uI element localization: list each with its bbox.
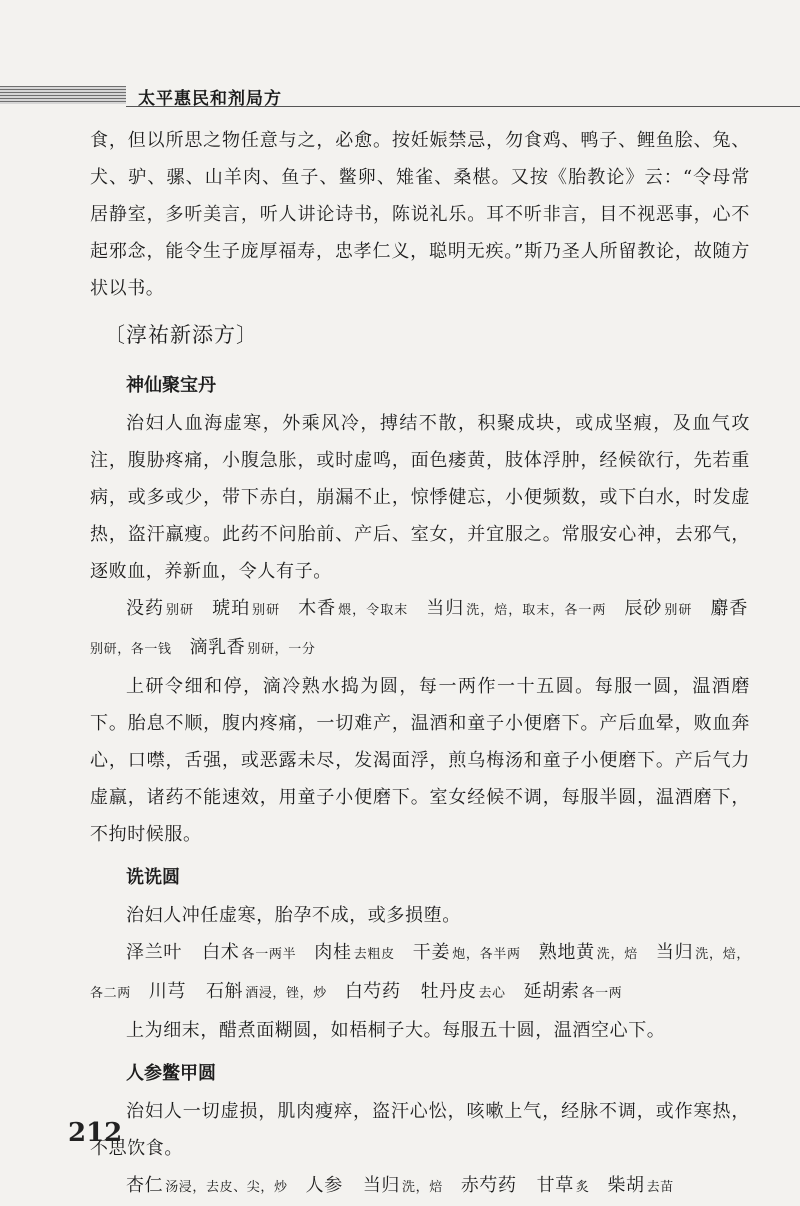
running-header — [0, 80, 800, 110]
ingredient-note: 去苗 — [646, 1180, 674, 1195]
ingredient-note: 去心 — [478, 986, 506, 1001]
intro-paragraph: 食，但以所思之物任意与之，必愈。按妊娠禁忌，勿食鸡、鸭子、鲤鱼脍、兔、犬、驴、骡、山羊肉、鱼子、鳖卵、雉雀、桑椹。又按《胎教论》云：“令母常居静室，多听美言，听人讲论诗书，陈说礼乐。耳不听非言，目不视恶事，心不起邪念，能令生子庞厚福寿，忠孝仁义，聪明无疾。”斯乃圣人所留教论，故随方状以书。 — [90, 130, 750, 299]
ingredient-note: 别研 — [166, 603, 195, 618]
ingredient-name: 人参 — [305, 1175, 343, 1196]
ingredient-name: 滴乳香 — [189, 637, 246, 658]
ingredient-note: 洗，焙 — [402, 1180, 443, 1195]
ingredient-note: 别研，各一钱 — [90, 642, 172, 657]
ingredient-name: 没药 — [126, 598, 165, 619]
ingredient-note: 洗，焙，取末，各一两 — [466, 603, 607, 618]
recipe-ingredients — [90, 934, 750, 1012]
recipe-title: 诜诜圆 — [126, 867, 180, 888]
ingredient-name: 延胡索 — [523, 981, 580, 1002]
ingredient-name: 干姜 — [412, 942, 451, 963]
ingredient-note: 煨，令取末 — [338, 603, 409, 618]
ingredient-name: 辰砂 — [624, 598, 663, 619]
recipe-indication: 治妇人一切虚损，肌肉瘦瘁，盗汗心忪，咳嗽上气，经脉不调，或作寒热，不思饮食。 — [90, 1101, 750, 1159]
ingredient-name: 泽兰叶 — [126, 942, 183, 963]
ingredient-note: 酒浸，锉，炒 — [245, 986, 327, 1001]
ingredient-name: 熟地黄 — [538, 942, 595, 963]
ingredient-name: 白术 — [202, 942, 240, 963]
section-heading: 〔淳祐新添方〕 — [104, 323, 258, 347]
book-title: 太平惠民和剂局方 — [138, 89, 282, 109]
ingredient-name: 白芍药 — [344, 981, 401, 1002]
ingredient-note: 各一两 — [581, 986, 623, 1001]
recipe-method: 上研令细和停，滴冷熟水捣为圆，每一两作一十五圆。每服一圆，温酒磨下。胎息不顺，腹内疼痛，一切难产，温酒和童子小便磨下。产后血晕，败血奔心，口噤，舌强，或恶露未尽，发渴面浮，煎乌梅汤和童子小便磨下。产后气力虚羸，诸药不能速效，用童子小便磨下。室女经候不调，每服半圆，温酒磨下，不拘时候服。 — [90, 676, 750, 845]
ingredient-name: 肉桂 — [314, 942, 352, 963]
ingredient-name: 川芎 — [148, 981, 187, 1002]
ingredient-note: 各一两半 — [241, 947, 297, 962]
ingredient-name: 麝香 — [710, 598, 749, 619]
recipe-ingredients — [90, 1167, 750, 1206]
recipe-title: 人参鳖甲圆 — [126, 1063, 216, 1084]
ingredient-name: 石斛 — [206, 981, 244, 1002]
ingredient-note: 炙 — [575, 1180, 590, 1195]
page-number: 212 — [68, 1118, 123, 1148]
recipe-ingredients — [90, 590, 750, 668]
page-body — [90, 122, 750, 1206]
ingredient-note: 去粗皮 — [353, 947, 395, 962]
ingredient-name: 当归 — [655, 942, 694, 963]
recipe-indication: 治妇人冲任虚寒，胎孕不成，或多损堕。 — [126, 905, 461, 926]
ingredient-name: 当归 — [362, 1175, 401, 1196]
recipe-method: 上为细末，醋煮面糊圆，如梧桐子大。每服五十圆，温酒空心下。 — [126, 1020, 666, 1041]
recipe-indication: 治妇人血海虚寒，外乘风冷，搏结不散，积聚成块，或成坚瘕，及血气攻注，腹胁疼痛，小腹急胀，或时虚鸣，面色痿黄，肢体浮肿，经候欲行，先若重病，或多或少，带下赤白，崩漏不止，惊悸健忘，小便频数，或下白水，时发虚热，盗汗羸瘦。此药不问胎前、产后、室女，并宜服之。常服安心神，去邪气，逐败血，养新血，令人有子。 — [90, 413, 750, 582]
ingredient-note: 汤浸，去皮、尖，炒 — [165, 1180, 288, 1195]
ingredient-note: 洗，焙，各二两 — [90, 947, 750, 1001]
ingredient-name: 甘草 — [536, 1175, 574, 1196]
ingredient-name: 当归 — [426, 598, 465, 619]
recipe-title: 神仙聚宝丹 — [126, 375, 216, 396]
ingredient-name: 杏仁 — [126, 1175, 164, 1196]
ingredient-name: 赤芍药 — [460, 1175, 517, 1196]
ingredient-note: 炮，各半两 — [452, 947, 521, 962]
header-stripe-decoration — [0, 86, 126, 104]
ingredient-name: 木香 — [298, 598, 337, 619]
ingredient-name: 牡丹皮 — [420, 981, 477, 1002]
ingredient-name: 琥珀 — [212, 598, 251, 619]
ingredient-name: 柴胡 — [607, 1175, 645, 1196]
ingredient-note: 别研 — [664, 603, 693, 618]
ingredient-note: 洗，焙 — [596, 947, 638, 962]
ingredient-note: 别研，一分 — [247, 642, 316, 657]
ingredient-note: 别研 — [252, 603, 281, 618]
